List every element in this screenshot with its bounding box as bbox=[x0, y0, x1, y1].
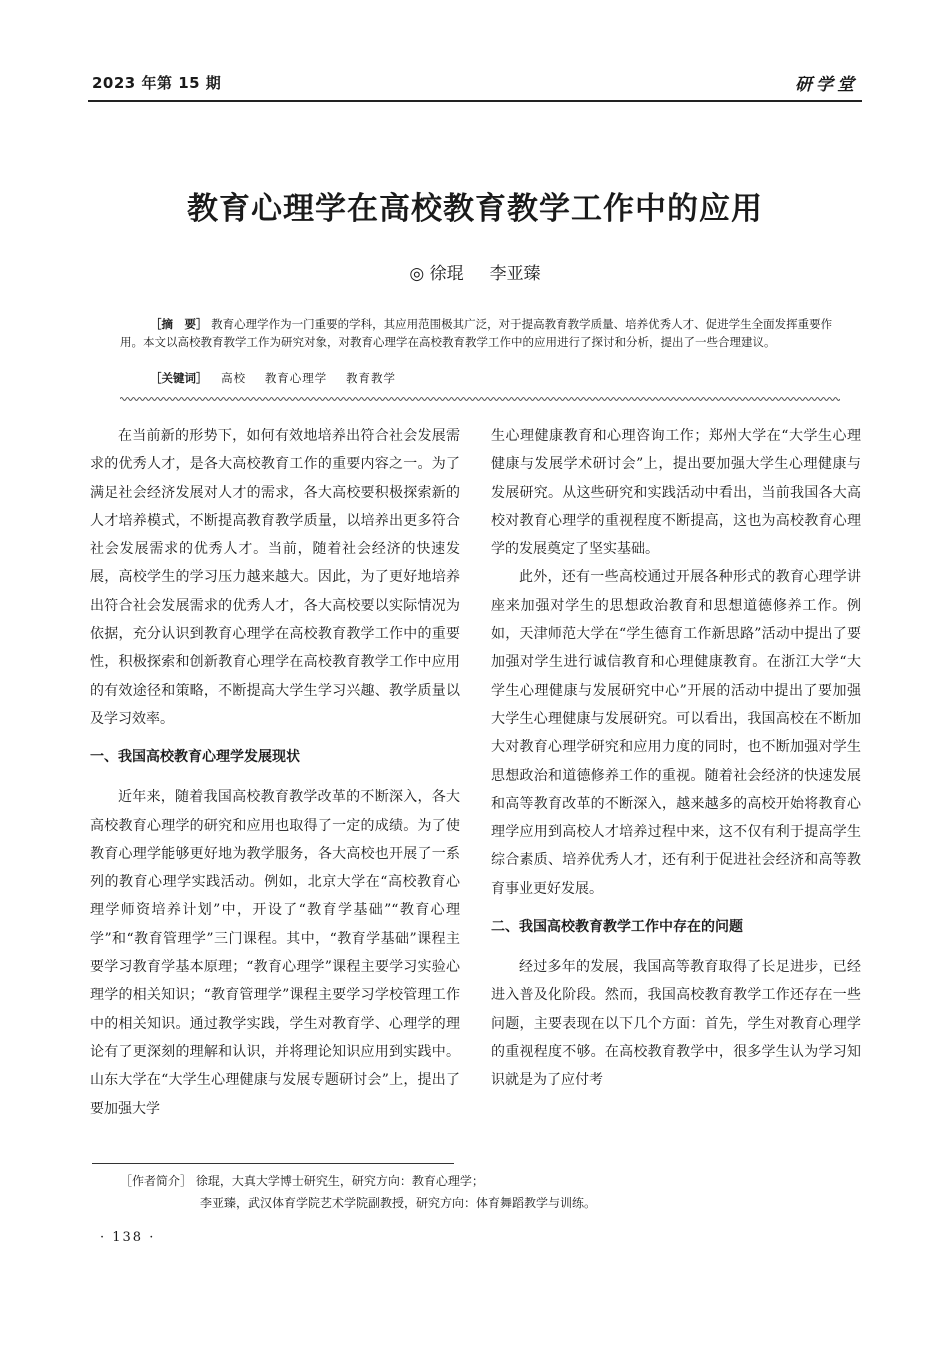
keyword: 教育教学 bbox=[345, 371, 396, 385]
left-column bbox=[90, 422, 460, 1123]
author-bio-footnote bbox=[120, 1170, 596, 1214]
intro-paragraph: 在当前新的形势下，如何有效地培养出符合社会发展需求的优秀人才，是各大高校教育工作的重要内容之一。为了满足社会经济发展对人才的需求，各大高校要积极探索新的人才培养模式，不断提高教育教学质量，以培养出更多符合社会发展需求的优秀人才。当前，随着社会经济的快速发展，高校学生的学习压力越来越大。因此，为了更好地培养出符合社会发展需求的优秀人才，各大高校要以实际情况为依据，充分认识到教育心理学在高校教育教学工作中的重要性，积极探索和创新教育心理学在高校教育教学工作中应用的有效途径和策略，不断提高大学生学习兴趣、教学质量以及学习效率。 bbox=[90, 428, 460, 727]
author-1: 徐琨 bbox=[429, 264, 464, 284]
section-1-paragraph-continued: 生心理健康教育和心理咨询工作；郑州大学在“大学生心理健康与发展学术研讨会”上，提出要加强大学生心理健康与发展研究。从这些研究和实践活动中看出，当前我国各大高校对教育心理学的重视程度不断提高，这也为高校教育心理学的发展奠定了坚实基础。 bbox=[491, 428, 861, 558]
header-divider bbox=[88, 100, 862, 102]
keywords-label: ［关键词］ bbox=[150, 371, 208, 385]
keyword: 教育心理学 bbox=[264, 371, 328, 385]
wavy-divider bbox=[120, 394, 840, 404]
footnote-divider bbox=[92, 1163, 454, 1164]
keyword: 高校 bbox=[221, 371, 247, 385]
section-1-heading: 一、我国高校教育心理学发展现状 bbox=[90, 749, 300, 766]
journal-issue: 2023 年第 15 期 bbox=[92, 74, 222, 92]
footnote-line-2: 李亚臻，武汉体育学院艺术学院副教授，研究方向：体育舞蹈教学与训练。 bbox=[200, 1196, 597, 1210]
abstract-label: ［摘 要］ bbox=[150, 317, 208, 331]
abstract-text: 教育心理学作为一门重要的学科，其应用范围极其广泛，对于提高教育教学质量、培养优秀人才、促进学生全面发挥重要作用。本文以高校教育教学工作为研究对象，对教育心理学在高校教育教学工作中的应用进行了探讨和分析，提出了一些合理建议。 bbox=[120, 317, 833, 349]
article-title: 教育心理学在高校教育教学工作中的应用 bbox=[187, 191, 763, 227]
section-1-paragraph: 近年来，随着我国高校教育教学改革的不断深入，各大高校教育心理学的研究和应用也取得了一定的成绩。为了使教育心理学能够更好地为教学服务，各大高校也开展了一系列的教育心理学实践活动。例如，北京大学在“高校教育心理学师资培养计划”中，开设了“教育学基础”“教育心理学”和“教育管理学”三门课程。其中，“教育学基础”课程主要学习教育学基本原理；“教育心理学”课程主要学习实验心理学的相关知识；“教育管理学”课程主要学习学校管理工作中的相关知识。通过教学实践，学生对教育学、心理学的理论有了更深刻的理解和认识，并将理论知识应用到实践中。山东大学在“大学生心理健康与发展专题研讨会”上，提出了要加强大学 bbox=[90, 789, 460, 1117]
abstract bbox=[120, 316, 836, 351]
page-number: · 138 · bbox=[100, 1230, 156, 1245]
section-2-heading: 二、我国高校教育教学工作中存在的问题 bbox=[491, 919, 743, 936]
section-2-paragraph: 经过多年的发展，我国高等教育取得了长足进步，已经进入普及化阶段。然而，我国高校教育教学工作还存在一些问题，主要表现在以下几个方面：首先，学生对教育心理学的重视程度不够。在高校教育教学中，很多学生认为学习知识就是为了应付考 bbox=[491, 959, 861, 1089]
right-column bbox=[491, 422, 861, 1095]
footnote-label: ［作者简介］ bbox=[120, 1174, 193, 1188]
author-line bbox=[0, 259, 950, 284]
keywords bbox=[120, 370, 836, 388]
footnote-line-1: 徐琨，大真大学博士研究生，研究方向：教育心理学； bbox=[195, 1174, 484, 1188]
section-1-paragraph-2: 此外，还有一些高校通过开展各种形式的教育心理学讲座来加强对学生的思想政治教育和思想道德修养工作。例如，天津师范大学在“学生德育工作新思路”活动中提出了要加强对学生进行诚信教育和心理健康教育。在浙江大学“大学生心理健康与发展研究中心”开展的活动中提出了要加强大学生心理健康与发展研究。可以看出，我国高校在不断加大对教育心理学研究和应用力度的同时，也不断加强对学生思想政治和道德修养工作的重视。随着社会经济的快速发展和高等教育改革的不断深入，越来越多的高校开始将教育心理学应用到高校人才培养过程中来，这不仅有利于提高学生综合素质、培养优秀人才，还有利于促进社会经济和高等教育事业更好发展。 bbox=[491, 569, 861, 897]
author-mark-icon: ◎ bbox=[409, 264, 425, 284]
author-2: 李亚臻 bbox=[489, 264, 541, 284]
column-name: 研学堂 bbox=[795, 75, 858, 95]
